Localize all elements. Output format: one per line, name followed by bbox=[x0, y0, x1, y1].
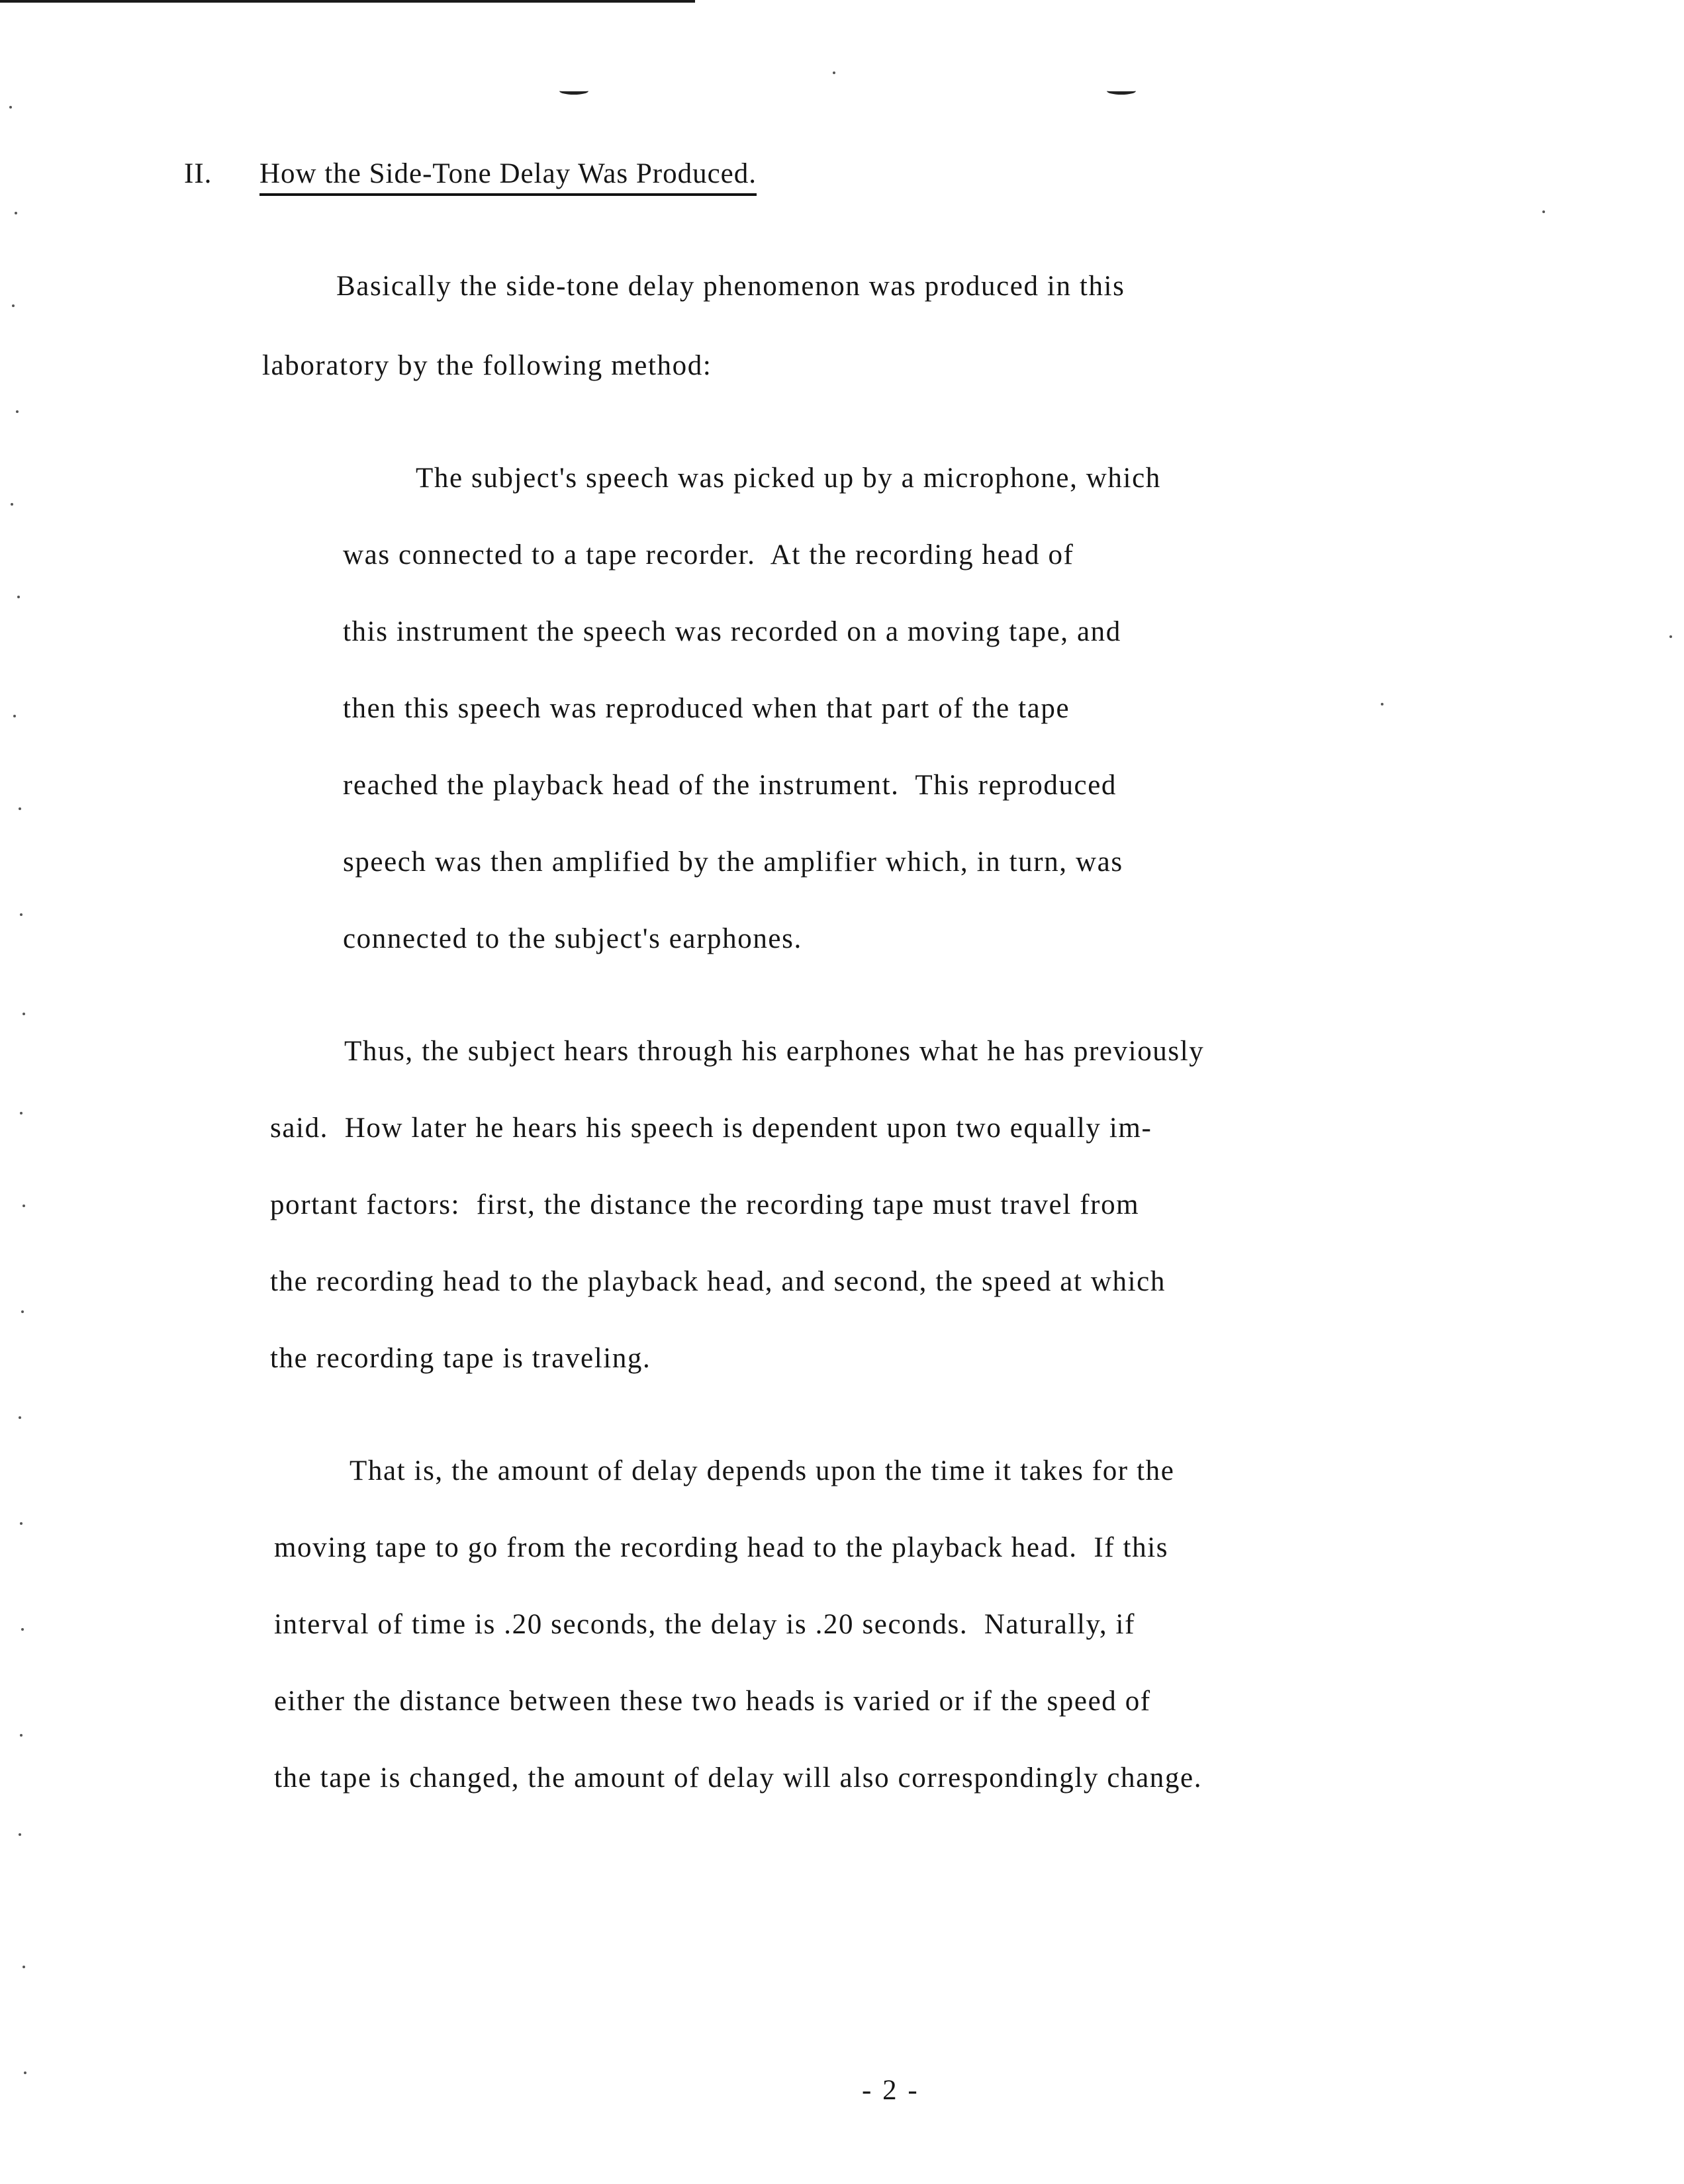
scan-speck bbox=[1669, 635, 1672, 638]
scan-mark-right bbox=[1107, 87, 1136, 95]
paragraph-4-line-5: the tape is changed, the amount of delay will also correspondingly change. bbox=[274, 1762, 1203, 1794]
left-margin-scan-artifacts bbox=[7, 79, 40, 2131]
paragraph-1-line-1: Basically the side-tone delay phenomenon was produced in this bbox=[336, 271, 1125, 302]
paragraph-2-line-4: then this speech was reproduced when that part of the tape bbox=[343, 693, 1070, 724]
paragraph-2-line-1: The subject's speech was picked up by a microphone, which bbox=[416, 463, 1161, 494]
section-heading bbox=[184, 158, 757, 190]
scan-mark-left bbox=[559, 87, 588, 95]
paragraph-2-line-3: this instrument the speech was recorded on a moving tape, and bbox=[343, 616, 1121, 647]
paragraph-2-line-6: speech was then amplified by the amplifier which, in turn, was bbox=[343, 846, 1123, 878]
paragraph-2-line-7: connected to the subject's earphones. bbox=[343, 923, 802, 954]
paragraph-3-line-5: the recording tape is traveling. bbox=[270, 1343, 651, 1374]
paragraph-3-line-2: said. How later he hears his speech is dependent upon two equally im- bbox=[270, 1113, 1152, 1144]
section-number: II. bbox=[184, 158, 212, 189]
paragraph-3-line-3: portant factors: first, the distance the recording tape must travel from bbox=[270, 1189, 1140, 1220]
paragraph-3-line-4: the recording head to the playback head, and second, the speed at which bbox=[270, 1266, 1166, 1297]
paragraph-4-line-2: moving tape to go from the recording head to the playback head. If this bbox=[274, 1532, 1169, 1563]
paragraph-4-line-4: either the distance between these two heads is varied or if the speed of bbox=[274, 1686, 1151, 1717]
paragraph-4-line-3: interval of time is .20 seconds, the delay is .20 seconds. Naturally, if bbox=[274, 1609, 1136, 1640]
scan-speck bbox=[833, 71, 835, 74]
scan-speck bbox=[1381, 703, 1383, 705]
paragraph-3-line-1: Thus, the subject hears through his earphones what he has previously bbox=[344, 1036, 1205, 1067]
scan-speck bbox=[1542, 210, 1545, 213]
paragraph-1-line-2: laboratory by the following method: bbox=[262, 350, 712, 381]
top-border-line bbox=[0, 0, 695, 3]
page-number: - 2 - bbox=[862, 2075, 919, 2106]
section-title: How the Side-Tone Delay Was Produced. bbox=[259, 158, 757, 196]
paragraph-2-line-5: reached the playback head of the instrument. This reproduced bbox=[343, 770, 1117, 801]
paragraph-2-line-2: was connected to a tape recorder. At the recording head of bbox=[343, 539, 1074, 570]
paragraph-4-line-1: That is, the amount of delay depends upon the time it takes for the bbox=[350, 1455, 1175, 1486]
